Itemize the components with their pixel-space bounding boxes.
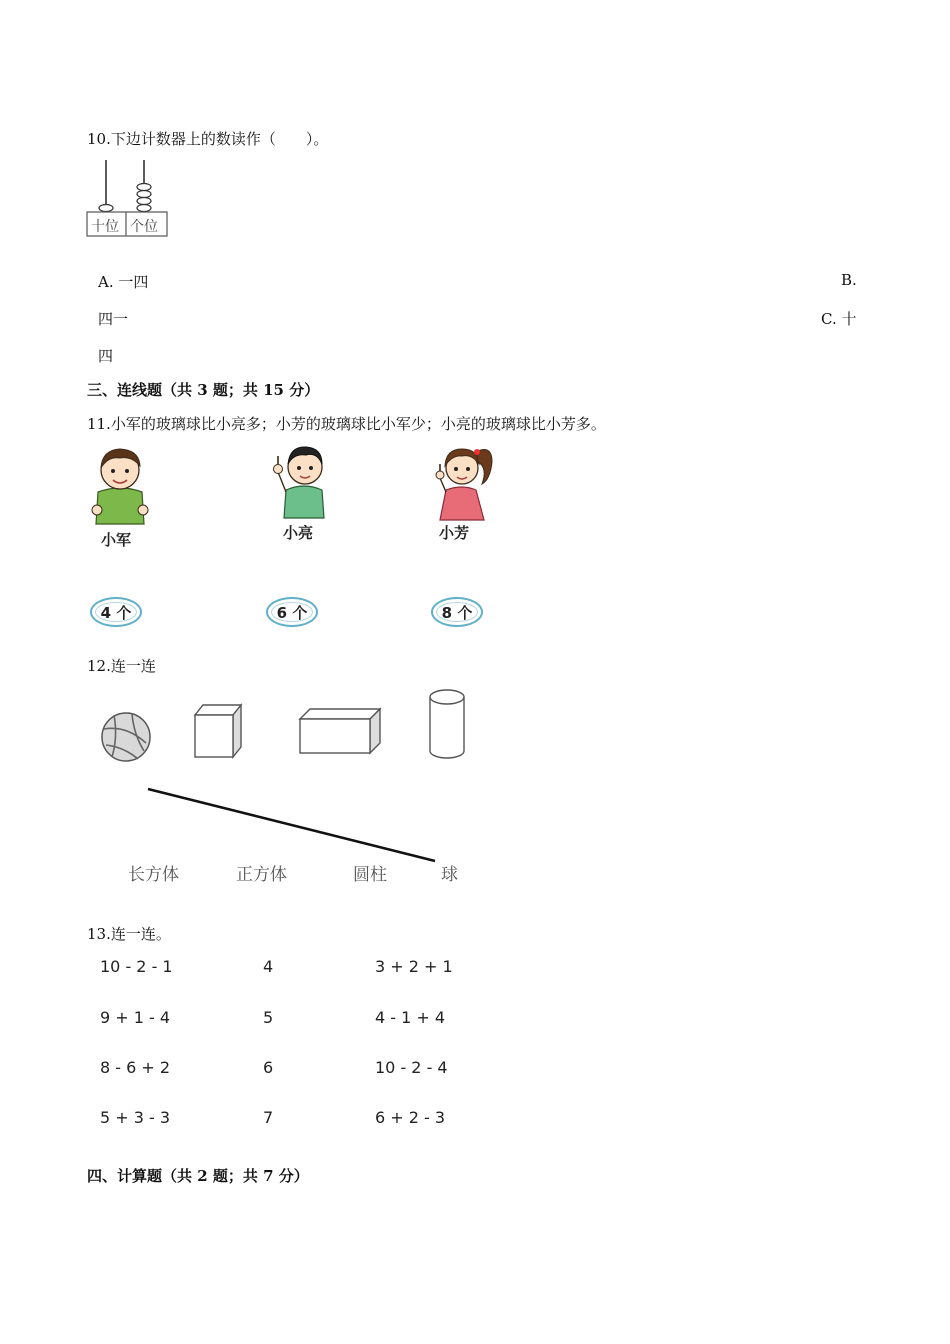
q10-stem: 10.下边计数器上的数读作（ ）。 bbox=[87, 130, 329, 148]
label-ball[interactable]: 球 bbox=[441, 865, 458, 885]
right-expression[interactable]: 3 + 2 + 1 bbox=[375, 957, 453, 976]
cylinder-icon[interactable] bbox=[430, 690, 464, 758]
middle-number[interactable]: 5 bbox=[263, 1008, 274, 1027]
count-label: 8 个 bbox=[441, 603, 473, 622]
cuboid-icon[interactable] bbox=[300, 709, 380, 753]
abacus-tens-label: 十位 bbox=[91, 219, 119, 235]
right-expression[interactable]: 4 - 1 + 4 bbox=[375, 1008, 446, 1027]
option-b-continued: 四一 bbox=[98, 310, 129, 328]
count-oval-6[interactable] bbox=[266, 597, 318, 627]
girl-icon bbox=[432, 440, 496, 522]
label-cylinder[interactable]: 圆柱 bbox=[353, 865, 387, 885]
abacus-figure bbox=[86, 156, 170, 238]
right-expression[interactable]: 6 + 2 - 3 bbox=[375, 1108, 446, 1127]
count-oval-8[interactable] bbox=[431, 597, 483, 627]
option-a[interactable]: A. 一四 bbox=[98, 273, 149, 291]
child-name-xiaoliang: 小亮 bbox=[283, 524, 314, 542]
left-expression[interactable]: 10 - 2 - 1 bbox=[100, 957, 173, 976]
middle-number[interactable]: 7 bbox=[263, 1108, 274, 1127]
child-xiaofang-illustration bbox=[432, 440, 496, 522]
child-name-xiaojun: 小军 bbox=[101, 531, 132, 549]
q11-stem: 11.小军的玻璃球比小亮多；小芳的玻璃球比小军少；小亮的玻璃球比小芳多。 bbox=[87, 415, 606, 433]
left-expression[interactable]: 8 - 6 + 2 bbox=[100, 1058, 171, 1077]
left-expression[interactable]: 5 + 3 - 3 bbox=[100, 1108, 171, 1127]
boy-pointing-icon bbox=[272, 442, 330, 522]
child-name-xiaofang: 小芳 bbox=[439, 524, 470, 542]
option-c-continued: 四 bbox=[98, 347, 114, 365]
label-cuboid[interactable]: 长方体 bbox=[128, 865, 179, 885]
cube-icon[interactable] bbox=[195, 705, 241, 757]
q13-stem: 13.连一连。 bbox=[87, 925, 171, 943]
shapes-figure bbox=[88, 685, 488, 865]
option-b[interactable]: B. bbox=[841, 271, 857, 289]
section-3-heading: 三、连线题（共 3 题；共 15 分） bbox=[87, 381, 320, 399]
label-cube[interactable]: 正方体 bbox=[236, 865, 287, 885]
connecting-line bbox=[148, 789, 435, 861]
middle-number[interactable]: 6 bbox=[263, 1058, 274, 1077]
abacus-ones-label: 个位 bbox=[130, 219, 158, 235]
child-xiaoliang-illustration bbox=[272, 442, 330, 522]
option-c[interactable]: C. 十 bbox=[821, 310, 857, 328]
left-expression[interactable]: 9 + 1 - 4 bbox=[100, 1008, 171, 1027]
middle-number[interactable]: 4 bbox=[263, 957, 274, 976]
q12-stem: 12.连一连 bbox=[87, 657, 156, 675]
section-4-heading: 四、计算题（共 2 题；共 7 分） bbox=[87, 1167, 309, 1185]
ball-icon[interactable] bbox=[102, 713, 150, 761]
right-expression[interactable]: 10 - 2 - 4 bbox=[375, 1058, 448, 1077]
boy-icon bbox=[90, 444, 150, 526]
child-xiaojun-illustration bbox=[90, 444, 150, 526]
count-label: 4 个 bbox=[100, 603, 132, 622]
count-oval-4[interactable] bbox=[90, 597, 142, 627]
count-label: 6 个 bbox=[276, 603, 308, 622]
